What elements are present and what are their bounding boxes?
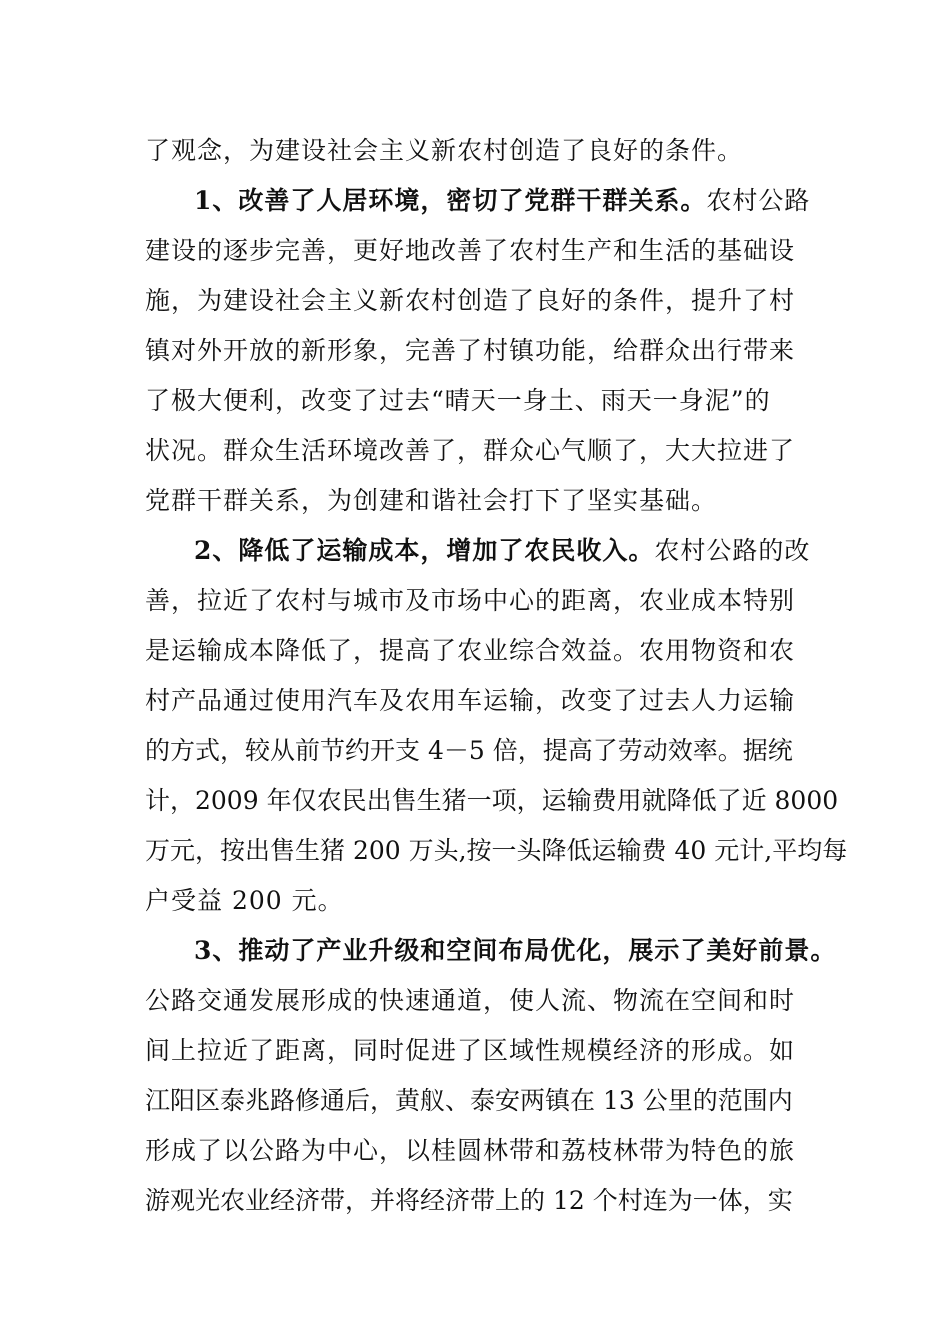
section-2-lead-text: 农村公路的改: [654, 536, 811, 565]
text-line: 间上拉近了距离，同时促进了区域性规模经济的形成。如: [145, 1036, 796, 1065]
text-line: 万元，按出售生猪 200 万头,按一头降低运输费 40 元计,平均每: [145, 836, 848, 865]
text-line: 状况。群众生活环境改善了，群众心气顺了，大大拉进了: [145, 436, 796, 465]
text-line: 村产品通过使用汽车及农用车运输，改变了过去人力运输: [145, 686, 796, 715]
section-2-line: [194, 531, 810, 571]
section-1-heading: 1、改善了人居环境，密切了党群干群关系。: [194, 186, 707, 215]
text-line: 党群干群关系，为创建和谐社会打下了坚实基础。: [145, 486, 718, 515]
text-line: 的方式，较从前节约开支 4－5 倍，提高了劳动效率。据统: [145, 736, 793, 765]
text-line: 游观光农业经济带，并将经济带上的 12 个村连为一体，实: [145, 1186, 793, 1215]
text-line: 公路交通发展形成的快速通道，使人流、物流在空间和时: [145, 986, 796, 1015]
text-line: 善，拉近了农村与城市及市场中心的距离，农业成本特别: [145, 586, 796, 615]
section-3-heading: 3、推动了产业升级和空间布局优化，展示了美好前景。: [194, 936, 837, 965]
text-line: 了极大便利，改变了过去“晴天一身土、雨天一身泥”的: [145, 386, 771, 415]
text-line: 建设的逐步完善，更好地改善了农村生产和生活的基础设: [145, 236, 796, 265]
text-line: 是运输成本降低了，提高了农业综合效益。农用物资和农: [145, 636, 796, 665]
section-2-heading: 2、降低了运输成本，增加了农民收入。: [194, 536, 655, 565]
text-line: 施，为建设社会主义新农村创造了良好的条件，提升了村: [145, 286, 796, 315]
text-line: 江阳区泰兆路修通后，黄舣、泰安两镇在 13 公里的范围内: [145, 1086, 793, 1115]
text-line: 户受益 200 元。: [145, 886, 344, 915]
text-line: 形成了以公路为中心，以桂圆林带和荔枝林带为特色的旅: [145, 1136, 796, 1165]
text-line: 了观念，为建设社会主义新农村创造了良好的条件。: [145, 136, 744, 165]
text-line: 计，2009 年仅农民出售生猪一项，运输费用就降低了近 8000: [145, 786, 839, 815]
section-1-lead-text: 农村公路: [706, 186, 811, 215]
text-line: 镇对外开放的新形象，完善了村镇功能，给群众出行带来: [145, 336, 796, 365]
section-1-line: [194, 181, 810, 221]
